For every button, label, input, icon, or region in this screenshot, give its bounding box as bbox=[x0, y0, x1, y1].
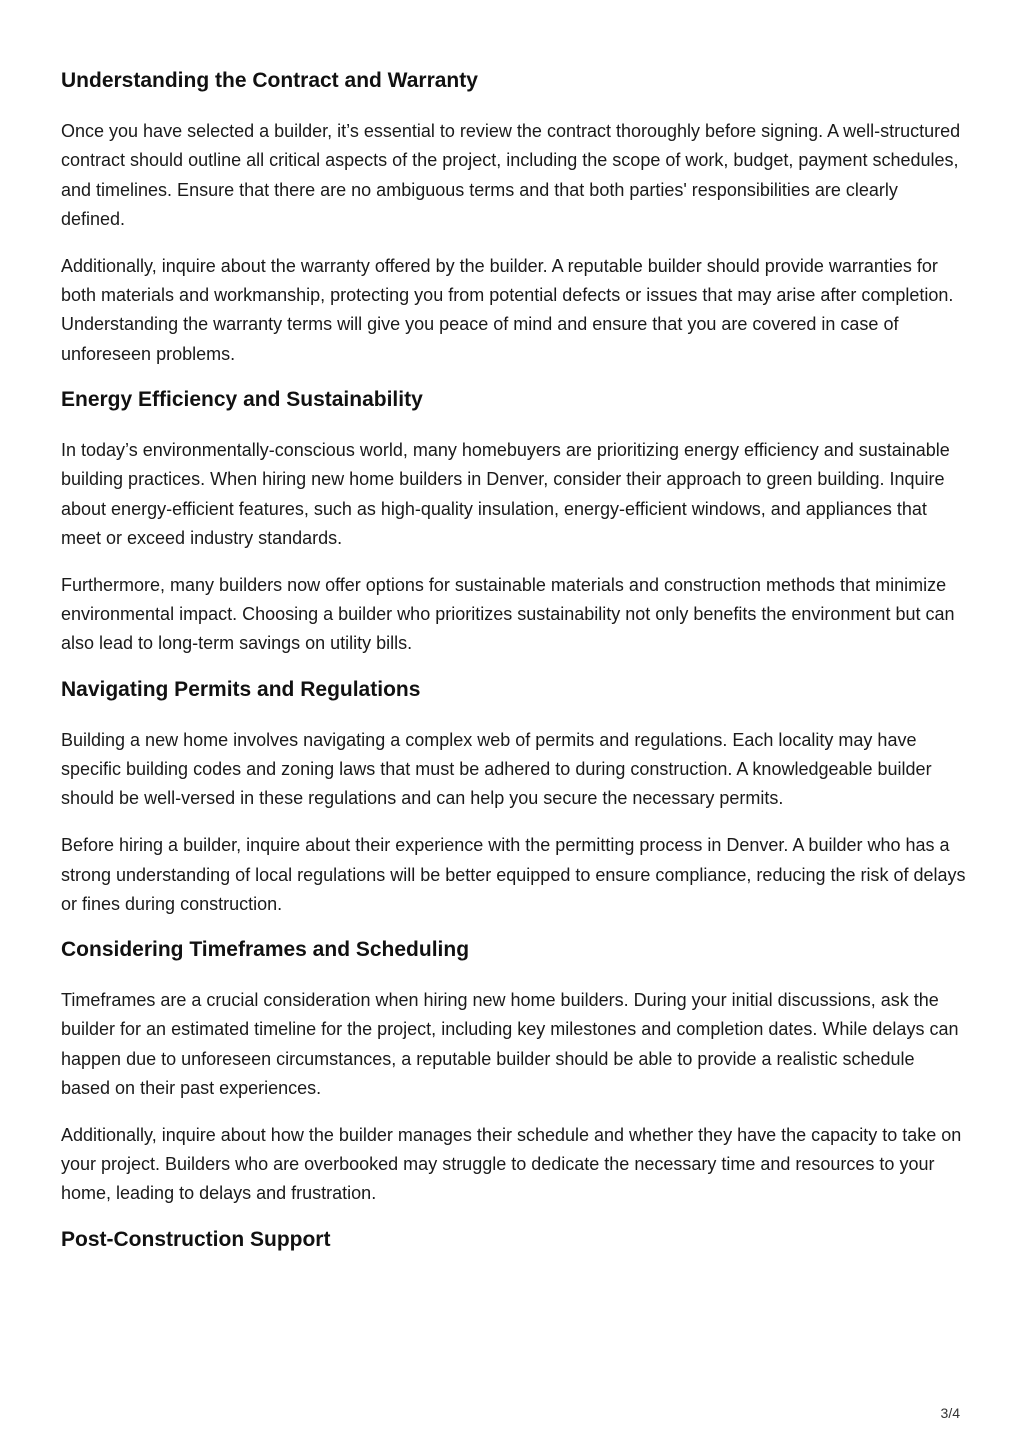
paragraph: Additionally, inquire about how the builder manages their schedule and whether they have the capacity to take on your project. Builders who are overbooked may struggle to dedicate the necessary time and resources to your home, leading to delays and frustration. bbox=[61, 1125, 962, 1204]
section-permits-regulations bbox=[61, 677, 966, 919]
paragraph: In today’s environmentally-conscious world, many homebuyers are prioritizing energy efficiency and sustainable building practices. When hiring new home builders in Denver, consider their approach to green building. Inquire about energy-efficient features, such as high-quality insulation, energy-efficient windows, and appliances that meet or exceed industry standards. bbox=[61, 440, 950, 548]
section-heading: Understanding the Contract and Warranty bbox=[61, 69, 478, 92]
section-heading: Post-Construction Support bbox=[61, 1227, 331, 1251]
section-heading: Energy Efficiency and Sustainability bbox=[61, 387, 423, 411]
paragraph: Building a new home involves navigating a complex web of permits and regulations. Each locality may have specific building codes and zoning laws that must be adhered to during construction. A knowledgeable builder should be well-versed in these regulations and can help you secure the necessary permits. bbox=[61, 729, 932, 809]
section-heading: Navigating Permits and Regulations bbox=[61, 677, 421, 701]
paragraph: Before hiring a builder, inquire about their experience with the permitting process in Denver. A builder who has a strong understanding of local regulations will be better equipped to ensure compliance, reducing the risk of delays or fines during construction. bbox=[61, 835, 966, 914]
section-timeframes-scheduling bbox=[61, 937, 966, 1209]
document-page bbox=[61, 68, 966, 1276]
paragraph: Once you have selected a builder, it’s essential to review the contract thoroughly before signing. A well-structured contract should outline all critical aspects of the project, including the scope of work, budget, payment schedules, and timelines. Ensure that there are no ambiguous terms and that both parties' responsibilities are clearly defined. bbox=[61, 121, 961, 229]
paragraph: Furthermore, many builders now offer options for sustainable materials and construction methods that minimize environmental impact. Choosing a builder who prioritizes sustainability not only benefits the environment but can also lead to long-term savings on utility bills. bbox=[61, 574, 955, 654]
section-heading: Considering Timeframes and Scheduling bbox=[61, 938, 470, 962]
section-energy-efficiency bbox=[61, 387, 966, 659]
page-number: 3/4 bbox=[940, 1405, 960, 1421]
paragraph: Additionally, inquire about the warranty offered by the builder. A reputable builder should provide warranties for both materials and workmanship, protecting you from potential defects or issues that may arise after completion. Understanding the warranty terms will give you peace of mind and ensure that you are covered in case of unforeseen problems. bbox=[61, 256, 954, 364]
section-contract-warranty bbox=[61, 68, 966, 369]
section-post-construction bbox=[61, 1227, 966, 1253]
paragraph: Timeframes are a crucial consideration when hiring new home builders. During your initial discussions, ask the builder for an estimated timeline for the project, including key milestones and completion dates. While delays can happen due to unforeseen circumstances, a reputable builder should be able to provide a realistic schedule based on their past experiences. bbox=[61, 990, 959, 1098]
